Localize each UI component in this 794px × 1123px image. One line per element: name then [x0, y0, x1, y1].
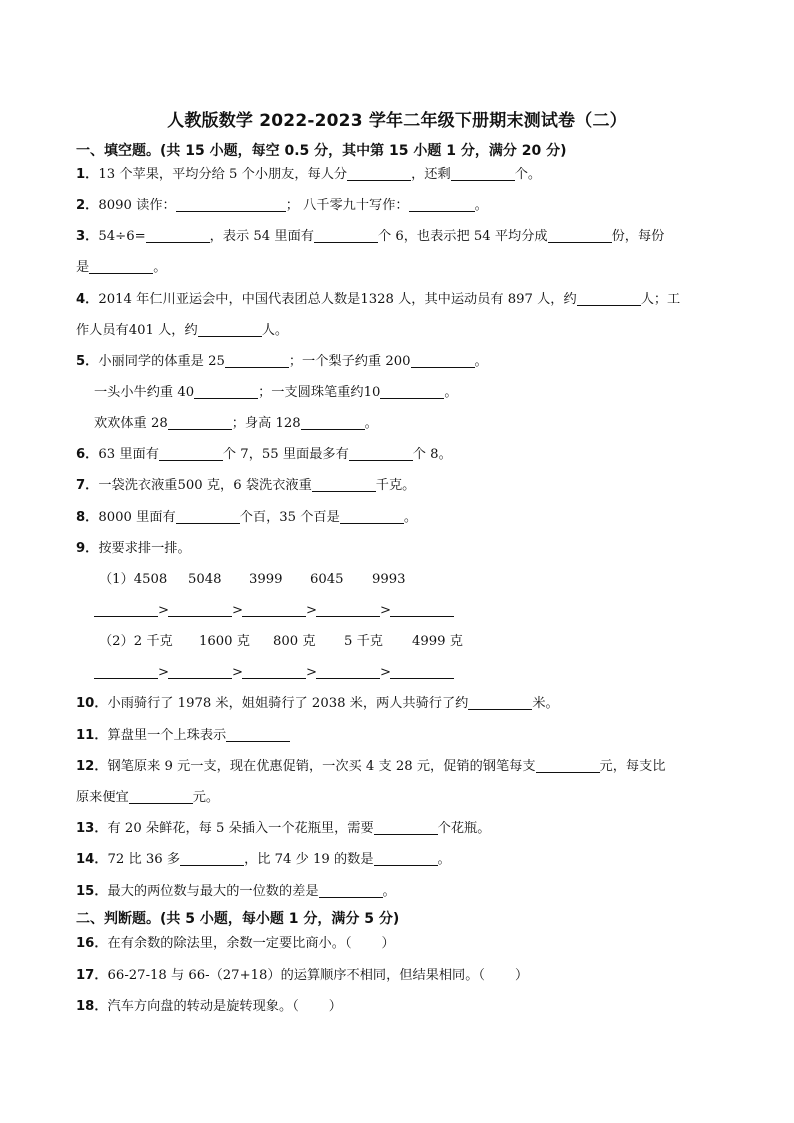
question-text: 小雨骑行了 1978 米，姐姐骑行了 2038 米，两人共骑行了约 — [107, 696, 469, 711]
question-9-row1-answer — [94, 602, 454, 620]
question-5 — [76, 353, 488, 371]
question-number: 14． — [76, 852, 108, 867]
question-text: ；一个梨子约重 200 — [288, 354, 411, 369]
answer-blank[interactable] — [411, 353, 475, 368]
question-4-cont — [76, 322, 288, 340]
sort-item: 9993 — [372, 572, 406, 587]
answer-blank[interactable] — [312, 477, 376, 492]
greater-than-sign: > — [158, 603, 170, 618]
page-title: 人教版数学 2022-2023 学年二年级下册期末测试卷（二） — [167, 111, 627, 131]
question-text: 元，每支比 — [599, 759, 666, 774]
answer-blank[interactable] — [242, 664, 306, 679]
question-text: 。 — [444, 385, 458, 400]
answer-blank[interactable] — [577, 291, 641, 306]
answer-blank[interactable] — [180, 851, 244, 866]
answer-blank[interactable] — [94, 664, 158, 679]
greater-than-sign: > — [158, 665, 170, 680]
answer-blank[interactable] — [168, 415, 232, 430]
question-text: 欢欢体重 28 — [94, 416, 168, 431]
question-12 — [76, 758, 665, 776]
question-text: 最大的两位数与最大的一位数的差是 — [107, 884, 319, 899]
question-text: 一袋洗衣液重500 克，6 袋洗衣液重 — [98, 478, 312, 493]
answer-blank[interactable] — [194, 384, 258, 399]
question-number: 5． — [76, 354, 99, 369]
question-16 — [76, 935, 395, 953]
question-text: 个。 — [514, 167, 542, 182]
question-text: 汽车方向盘的转动是旋转现象。（ — [107, 999, 299, 1014]
question-text: 元。 — [192, 790, 220, 805]
question-text: 13 个苹果，平均分给 5 个小朋友，每人分 — [98, 167, 348, 182]
answer-blank[interactable] — [94, 602, 158, 617]
question-text: 原来便宜 — [76, 790, 129, 805]
sort-item: 3999 — [249, 572, 283, 587]
question-text: 算盘里一个上珠表示 — [107, 728, 227, 743]
answer-blank[interactable] — [451, 166, 515, 181]
answer-blank[interactable] — [89, 259, 153, 274]
answer-blank[interactable] — [390, 664, 454, 679]
question-number: 16． — [76, 936, 108, 951]
question-text: ） — [381, 936, 395, 951]
question-number: 1． — [76, 167, 99, 182]
question-18 — [76, 998, 342, 1016]
question-number: 10． — [76, 696, 108, 711]
question-text: 人。 — [261, 323, 289, 338]
answer-blank[interactable] — [168, 602, 232, 617]
answer-blank[interactable] — [129, 789, 193, 804]
question-text: 。 — [364, 416, 378, 431]
question-text: 小丽同学的体重是 25 — [98, 354, 225, 369]
answer-blank[interactable] — [225, 353, 289, 368]
answer-blank[interactable] — [314, 228, 378, 243]
question-text: ，比 74 少 19 的数是 — [244, 852, 374, 867]
question-text: 个 7，55 里面最多有 — [222, 447, 349, 462]
question-9-row2-answer — [94, 664, 454, 682]
question-text: 一头小牛约重 40 — [94, 385, 195, 400]
question-text: 。 — [153, 260, 167, 275]
question-text: ，表示 54 里面有 — [209, 229, 314, 244]
question-number: 8． — [76, 510, 99, 525]
question-8 — [76, 509, 417, 527]
answer-blank[interactable] — [374, 851, 438, 866]
question-text: 2014 年仁川亚运会中，中国代表团总人数是1328 人，其中运动员有 897 人，约 — [98, 292, 577, 307]
question-number: 6． — [76, 447, 99, 462]
question-9 — [76, 540, 191, 558]
answer-blank[interactable] — [380, 384, 444, 399]
answer-blank[interactable] — [347, 166, 411, 181]
answer-blank[interactable] — [159, 446, 223, 461]
sort-item: （2）2 千克 — [99, 634, 173, 649]
question-7 — [76, 477, 415, 495]
question-text: 是 — [76, 260, 90, 275]
greater-than-sign: > — [232, 665, 244, 680]
sort-item: 6045 — [310, 572, 344, 587]
question-number: 9． — [76, 541, 99, 556]
question-text: 66-27-18 与 66-（27+18）的运算顺序不相同，但结果相同。（ — [107, 968, 485, 983]
question-text: 。 — [474, 354, 488, 369]
question-number: 7． — [76, 478, 99, 493]
question-text: 63 里面有 — [98, 447, 159, 462]
question-number: 11． — [76, 728, 108, 743]
question-text: 8000 里面有 — [98, 510, 176, 525]
answer-blank[interactable] — [374, 820, 438, 835]
question-number: 18． — [76, 999, 108, 1014]
question-text: 米。 — [532, 696, 559, 711]
answer-blank[interactable] — [198, 322, 262, 337]
question-text: 千克。 — [375, 478, 416, 493]
question-text: 。 — [437, 852, 451, 867]
sort-item: 5048 — [188, 572, 222, 587]
greater-than-sign: > — [306, 665, 318, 680]
question-text: 份，每份 — [611, 229, 665, 244]
question-text: 8090 读作： — [98, 198, 176, 213]
question-text: 个 8。 — [412, 447, 452, 462]
question-text: 个花瓶。 — [437, 821, 491, 836]
greater-than-sign: > — [306, 603, 318, 618]
answer-blank[interactable] — [390, 602, 454, 617]
sort-item: 5 千克 — [344, 634, 383, 649]
question-text: 人；工 — [640, 292, 681, 307]
question-1 — [76, 166, 541, 184]
question-text: 钢笔原来 9 元一支，现在优惠促销，一次买 4 支 28 元，促销的钢笔每支 — [107, 759, 536, 774]
question-3 — [76, 228, 664, 246]
question-text: ； 八千零九十写作： — [285, 198, 409, 213]
question-text: ；身高 128 — [231, 416, 301, 431]
question-number: 13． — [76, 821, 108, 836]
answer-blank[interactable] — [548, 228, 612, 243]
question-5-line2 — [94, 384, 458, 402]
answer-blank[interactable] — [168, 664, 232, 679]
question-text: 。 — [382, 884, 396, 899]
question-number: 2． — [76, 198, 99, 213]
question-text: ） — [515, 968, 529, 983]
question-text: 个百，35 个百是 — [239, 510, 340, 525]
question-text: ，还剩 — [411, 167, 451, 182]
question-text: 。 — [474, 198, 488, 213]
answer-blank[interactable] — [409, 197, 475, 212]
answer-blank[interactable] — [242, 602, 306, 617]
question-text: 有 20 朵鲜花，每 5 朵插入一个花瓶里，需要 — [107, 821, 374, 836]
question-13 — [76, 820, 490, 838]
question-text: 在有余数的除法里，余数一定要比商小。（ — [107, 936, 352, 951]
question-14 — [76, 851, 451, 869]
question-number: 3． — [76, 229, 99, 244]
answer-blank[interactable] — [468, 695, 532, 710]
question-9-row1-items — [99, 571, 406, 589]
answer-blank[interactable] — [176, 509, 240, 524]
question-17 — [76, 967, 528, 985]
sort-item: 4999 克 — [412, 634, 463, 649]
question-15 — [76, 883, 396, 901]
sort-item: 800 克 — [273, 634, 316, 649]
question-9-row2-items — [99, 633, 463, 651]
question-6 — [76, 446, 452, 464]
question-text: 按要求排一排。 — [98, 541, 191, 556]
question-text: 72 比 36 多 — [107, 852, 181, 867]
question-4 — [76, 291, 680, 309]
sort-item: （1）4508 — [99, 572, 168, 587]
question-3-cont — [76, 259, 166, 277]
question-number: 15． — [76, 884, 108, 899]
question-number: 4． — [76, 292, 99, 307]
greater-than-sign: > — [232, 603, 244, 618]
answer-blank[interactable] — [319, 883, 383, 898]
answer-blank[interactable] — [226, 727, 290, 742]
answer-blank[interactable] — [146, 228, 210, 243]
question-text: 作人员有401 人，约 — [76, 323, 198, 338]
question-12-cont — [76, 789, 219, 807]
greater-than-sign: > — [380, 665, 392, 680]
greater-than-sign: > — [380, 603, 392, 618]
question-11 — [76, 727, 290, 745]
answer-blank[interactable] — [340, 509, 404, 524]
question-10 — [76, 695, 559, 713]
section-1-heading: 一、填空题。(共 15 小题，每空 0.5 分，其中第 15 小题 1 分，满分 20 分) — [76, 143, 567, 159]
sort-item: 1600 克 — [199, 634, 250, 649]
section-2-heading: 二、判断题。(共 5 小题，每小题 1 分，满分 5 分) — [76, 911, 400, 927]
question-number: 17． — [76, 968, 108, 983]
question-text: 个 6，也表示把 54 平均分成 — [377, 229, 548, 244]
answer-blank[interactable] — [316, 602, 380, 617]
question-text: 54÷6= — [98, 229, 146, 244]
answer-blank[interactable] — [316, 664, 380, 679]
question-text: ） — [328, 999, 342, 1014]
question-5-line3 — [94, 415, 378, 433]
answer-blank[interactable] — [176, 197, 286, 212]
answer-blank[interactable] — [349, 446, 413, 461]
answer-blank[interactable] — [536, 758, 600, 773]
answer-blank[interactable] — [301, 415, 365, 430]
question-text: 。 — [403, 510, 417, 525]
question-number: 12． — [76, 759, 108, 774]
question-2 — [76, 197, 488, 215]
question-text: ；一支圆珠笔重约10 — [258, 385, 381, 400]
